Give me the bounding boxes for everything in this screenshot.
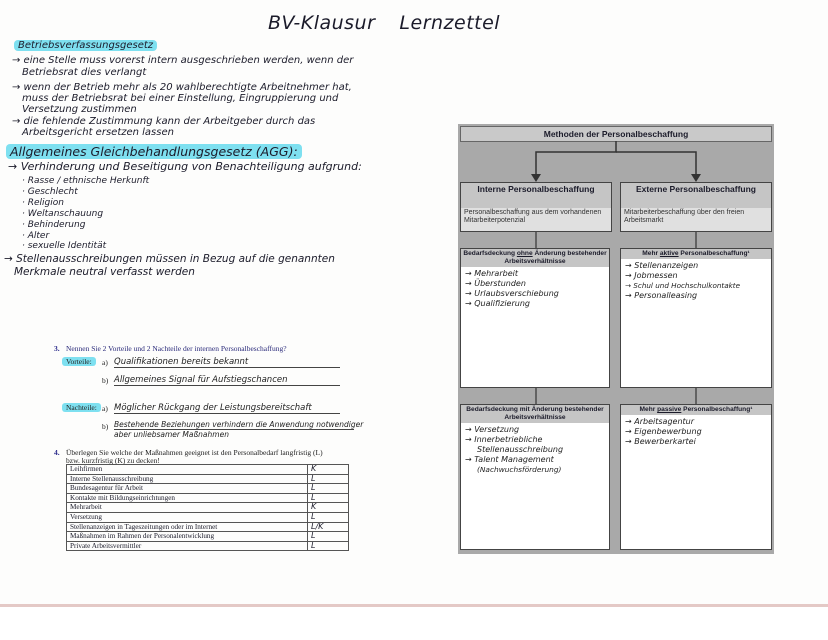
measure-name: Mehrarbeit (67, 503, 308, 513)
measure-row (67, 484, 349, 494)
betr-line: Arbeitsgericht ersetzen lassen (22, 127, 174, 138)
q3-nb-answer: Bestehende Beziehungen verhindern die Anwendung notwendiger (114, 420, 364, 429)
diagram-title: Methoden der Personalbeschaffung (460, 126, 772, 142)
diagram-handwritten-item: → Versetzung (465, 425, 520, 434)
passive-title: Mehr passive Personalbeschaffung¹ (621, 405, 771, 415)
q3-nb-answer: aber unliebsamer Maßnahmen (114, 430, 229, 439)
q3-vb-answer: Allgemeines Signal für Aufstiegschancen (114, 375, 340, 386)
diagram-handwritten-item: → Jobmessen (625, 271, 678, 280)
diagram-handwritten-item: → Arbeitsagentur (625, 417, 695, 426)
mit-aenderung-box (460, 404, 610, 550)
diagram-handwritten-item: → Innerbetriebliche (465, 435, 543, 444)
measure-name: Kontakte mit Bildungseinrichtungen (67, 493, 308, 503)
agg-item: · Behinderung (22, 220, 86, 230)
measure-answer: K (308, 465, 349, 475)
betr-line: → eine Stelle muss vorerst intern ausgeschrieben werden, wenn der (12, 55, 354, 66)
measure-row (67, 512, 349, 522)
measure-answer: L (308, 474, 349, 484)
diagram-handwritten-item: Stellenausschreibung (477, 445, 564, 454)
measure-answer: L (308, 532, 349, 542)
q4-text: bzw. kurzfristig (K) zu decken! (66, 456, 160, 465)
q3-va-answer: Qualifikationen bereits bekannt (114, 357, 340, 368)
betr-heading: Betriebsverfassungsgesetz (14, 40, 157, 51)
agg-heading: Allgemeines Gleichbehandlungsgesetz (AGG): (6, 144, 302, 159)
agg-item: · Weltanschauung (22, 209, 104, 219)
measure-name: Versetzung (67, 512, 308, 522)
q3-nb-label: b) (102, 422, 109, 431)
measure-name: Maßnahmen im Rahmen der Personalentwicklung (67, 532, 308, 542)
diagram-handwritten-item: → Stellenanzeigen (625, 261, 699, 270)
diagram-handwritten-item: → Bewerberkartei (625, 437, 696, 446)
betr-line: muss der Betriebsrat bei einer Einstellung, Eingruppierung und (22, 93, 339, 104)
q4-text: Überlegen Sie welche der Maßnahmen geeignet ist den Personalbedarf langfristig (L) (66, 448, 323, 457)
measure-answer: L/K (308, 522, 349, 532)
q3-text: Nennen Sie 2 Vorteile und 2 Nachteile der internen Personalbeschaffung? (66, 344, 287, 353)
measure-row (67, 532, 349, 542)
measure-answer: L (308, 541, 349, 551)
q3-va-label: a) (102, 358, 108, 367)
betr-line: Versetzung zustimmen (22, 104, 137, 115)
page-title: BV-Klausur Lernzettel (268, 12, 501, 34)
diagram-handwritten-item: → Mehrarbeit (465, 269, 518, 278)
measures-table (66, 464, 349, 551)
measure-answer: L (308, 512, 349, 522)
measure-row (67, 465, 349, 475)
ohne-aenderung-title: Bedarfsdeckung ohne Änderung bestehender Arbeitsverhältnisse (461, 249, 609, 267)
measure-answer: L (308, 493, 349, 503)
interne-box: Interne Personalbeschaffung Personalbeschaffung aus dem vorhandenen Mitarbeiterpotenzial (460, 182, 612, 232)
agg-intro: → Verhinderung und Beseitigung von Benachteiligung aufgrund: (8, 160, 362, 173)
diagram-handwritten-item: → Eigenbewerbung (625, 427, 702, 436)
betr-line: Betriebsrat dies verlangt (22, 67, 147, 78)
nachteile-label: Nachteile: (62, 403, 101, 412)
agg-item: · sexuelle Identität (22, 241, 107, 251)
agg-item: · Geschlecht (22, 187, 78, 197)
passive-box (620, 404, 772, 550)
diagram-handwritten-item: → Überstunden (465, 279, 526, 288)
q3-number: 3. (54, 344, 60, 353)
measure-name: Stellenanzeigen in Tageszeitungen oder im Internet (67, 522, 308, 532)
agg-item: · Alter (22, 231, 50, 241)
q3-na-answer: Möglicher Rückgang der Leistungsbereitschaft (114, 403, 340, 414)
externe-box: Externe Personalbeschaffung Mitarbeiterbeschaffung über den freien Arbeitsmarkt (620, 182, 772, 232)
measure-row (67, 541, 349, 551)
q4-number: 4. (54, 448, 60, 457)
diagram-handwritten-item: → Qualifizierung (465, 299, 530, 308)
measure-row (67, 474, 349, 484)
measure-name: Interne Stellenausschreibung (67, 474, 308, 484)
q3-na-label: a) (102, 404, 108, 413)
measure-name: Private Arbeitsvermittler (67, 541, 308, 551)
betr-line: → die fehlende Zustimmung kann der Arbeitgeber durch das (12, 116, 316, 127)
aktive-box (620, 248, 772, 388)
measure-name: Leihfirmen (67, 465, 308, 475)
measure-row (67, 493, 349, 503)
measure-row (67, 522, 349, 532)
mit-aenderung-title: Bedarfsdeckung mit Änderung bestehender Arbeitsverhältnisse (461, 405, 609, 423)
page-bottom-edge (0, 604, 828, 607)
measure-row (67, 503, 349, 513)
measure-answer: K (308, 503, 349, 513)
aktive-title: Mehr aktive Personalbeschaffung¹ (621, 249, 771, 259)
diagram-handwritten-item: (Nachwuchsförderung) (477, 465, 562, 474)
agg-outro: Merkmale neutral verfasst werden (14, 266, 195, 278)
agg-item: · Religion (22, 198, 64, 208)
agg-outro: → Stellenausschreibungen müssen in Bezug auf die genannten (4, 253, 335, 265)
measure-name: Bundesagentur für Arbeit (67, 484, 308, 494)
diagram-handwritten-item: → Schul und Hochschulkontakte (625, 281, 741, 290)
diagram-handwritten-item: → Personalleasing (625, 291, 698, 300)
diagram-handwritten-item: → Urlaubsverschiebung (465, 289, 559, 298)
q3-vb-label: b) (102, 376, 109, 385)
diagram-handwritten-item: → Talent Management (465, 455, 554, 464)
methods-diagram (458, 124, 774, 554)
ohne-aenderung-box (460, 248, 610, 388)
vorteile-label: Vorteile: (62, 357, 96, 366)
agg-item: · Rasse / ethnische Herkunft (22, 176, 150, 186)
measure-answer: L (308, 484, 349, 494)
betr-line: → wenn der Betrieb mehr als 20 wahlberechtigte Arbeitnehmer hat, (12, 82, 352, 93)
